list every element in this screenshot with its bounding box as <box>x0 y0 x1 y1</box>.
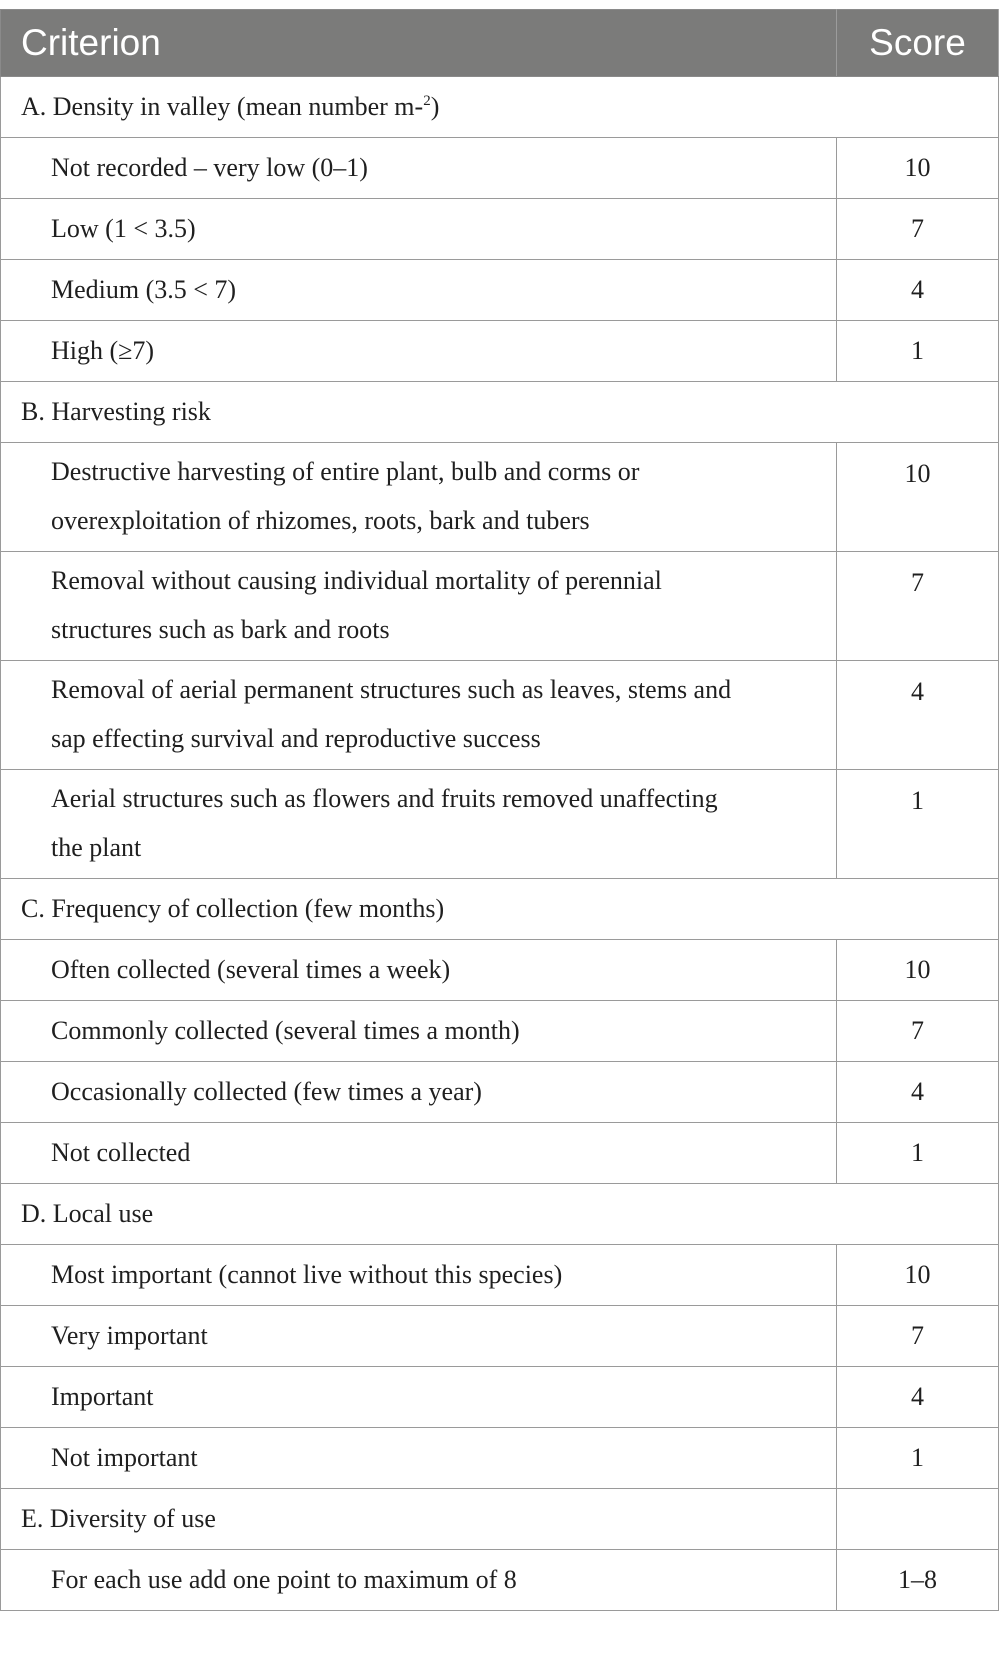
score-cell: 7 <box>837 199 999 260</box>
score-cell: 1 <box>837 321 999 382</box>
group-row-local-use <box>1 1184 999 1245</box>
group-row-harvesting-risk <box>1 382 999 443</box>
table-row <box>1 552 999 661</box>
criterion-cell <box>1 770 837 879</box>
table-row <box>1 1306 999 1367</box>
table-row <box>1 661 999 770</box>
criteria-score-table <box>0 9 999 1611</box>
group-label <box>1 77 999 138</box>
table-row <box>1 1123 999 1184</box>
criterion-line-2: the plant <box>51 833 142 862</box>
criterion-line-2: overexploitation of rhizomes, roots, bark and tubers <box>51 506 590 535</box>
criterion-cell: Low (1 < 3.5) <box>1 199 837 260</box>
score-cell: 10 <box>837 138 999 199</box>
group-label: C. Frequency of collection (few months) <box>1 879 999 940</box>
score-cell: 4 <box>837 1367 999 1428</box>
score-cell: 10 <box>837 1245 999 1306</box>
table-row <box>1 1550 999 1611</box>
group-row-density <box>1 77 999 138</box>
table-row <box>1 260 999 321</box>
score-cell: 4 <box>837 1062 999 1123</box>
score-cell: 1–8 <box>837 1550 999 1611</box>
column-header-score: Score <box>837 10 999 77</box>
table-row <box>1 199 999 260</box>
group-label: D. Local use <box>1 1184 999 1245</box>
score-cell: 7 <box>837 1306 999 1367</box>
score-cell-empty <box>837 1489 999 1550</box>
table-row <box>1 321 999 382</box>
score-cell: 1 <box>837 770 999 879</box>
table-row <box>1 1001 999 1062</box>
score-cell: 1 <box>837 1123 999 1184</box>
criterion-cell: Medium (3.5 < 7) <box>1 260 837 321</box>
table-row <box>1 1062 999 1123</box>
score-cell: 4 <box>837 661 999 770</box>
criterion-cell <box>1 552 837 661</box>
criterion-cell: Very important <box>1 1306 837 1367</box>
score-cell: 1 <box>837 1428 999 1489</box>
score-cell: 7 <box>837 552 999 661</box>
score-cell: 10 <box>837 443 999 552</box>
table-header-row <box>1 10 999 77</box>
table-row <box>1 940 999 1001</box>
table-row <box>1 1428 999 1489</box>
criterion-line-1: Aerial structures such as flowers and fruits removed unaffecting <box>51 784 718 813</box>
table-row <box>1 443 999 552</box>
group-label-superscript: 2 <box>423 93 431 109</box>
criterion-cell: Occasionally collected (few times a year) <box>1 1062 837 1123</box>
criterion-cell: Not recorded – very low (0–1) <box>1 138 837 199</box>
criterion-line-1: Destructive harvesting of entire plant, bulb and corms or <box>51 457 640 486</box>
group-row-diversity-of-use <box>1 1489 999 1550</box>
criterion-cell: Often collected (several times a week) <box>1 940 837 1001</box>
criterion-cell: Important <box>1 1367 837 1428</box>
group-label-text: A. Density in valley (mean number m- <box>21 92 424 121</box>
table-row <box>1 138 999 199</box>
criterion-line-2: sap effecting survival and reproductive success <box>51 724 541 753</box>
table-row <box>1 1367 999 1428</box>
group-label: E. Diversity of use <box>1 1489 837 1550</box>
criterion-cell: Most important (cannot live without this species) <box>1 1245 837 1306</box>
group-row-frequency <box>1 879 999 940</box>
table-row <box>1 770 999 879</box>
criterion-line-1: Removal without causing individual mortality of perennial <box>51 566 662 595</box>
group-label: B. Harvesting risk <box>1 382 999 443</box>
criterion-cell <box>1 443 837 552</box>
criterion-cell: Commonly collected (several times a month) <box>1 1001 837 1062</box>
score-cell: 10 <box>837 940 999 1001</box>
score-cell: 4 <box>837 260 999 321</box>
table-row <box>1 1245 999 1306</box>
criterion-cell <box>1 661 837 770</box>
criterion-cell: For each use add one point to maximum of 8 <box>1 1550 837 1611</box>
score-cell: 7 <box>837 1001 999 1062</box>
criterion-line-1: Removal of aerial permanent structures such as leaves, stems and <box>51 675 732 704</box>
column-header-criterion: Criterion <box>1 10 837 77</box>
criterion-cell: Not collected <box>1 1123 837 1184</box>
group-label-close: ) <box>430 92 440 121</box>
criterion-line-2: structures such as bark and roots <box>51 615 390 644</box>
criterion-cell: High (≥7) <box>1 321 837 382</box>
criteria-table-container <box>0 9 998 1611</box>
criterion-cell: Not important <box>1 1428 837 1489</box>
